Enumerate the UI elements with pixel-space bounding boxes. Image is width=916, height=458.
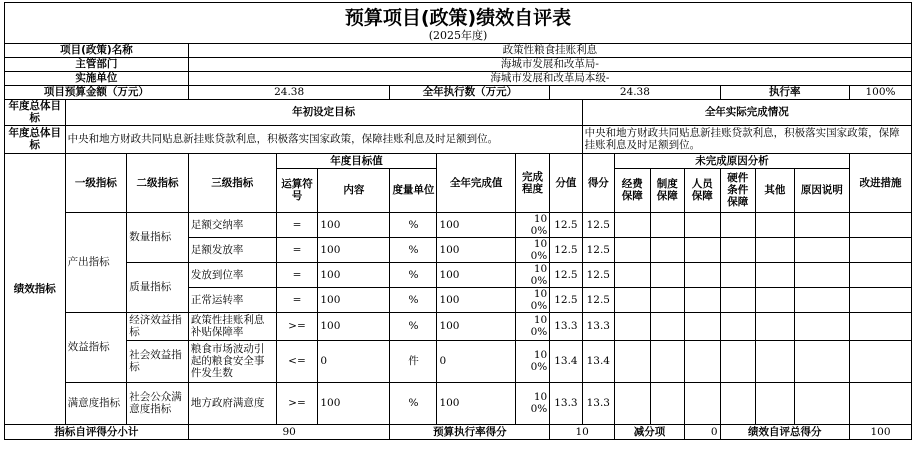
measures-header: 改进措施 bbox=[850, 153, 912, 212]
indicator-score: 13.3 bbox=[582, 382, 614, 424]
indicator-value: 0 bbox=[437, 340, 515, 382]
indicator-op: = bbox=[276, 212, 318, 237]
indicator-unit: % bbox=[390, 312, 437, 340]
unit-header: 度量单位 bbox=[390, 168, 437, 212]
overall-goal-label: 年度总体目标 bbox=[5, 99, 66, 125]
group-satisfaction-l1: 满意度指标 bbox=[65, 382, 127, 424]
indicator-value: 100 bbox=[437, 287, 515, 312]
year-subtitle: (2025年度) bbox=[5, 29, 912, 43]
table-row bbox=[5, 262, 912, 287]
indicator-unit: 件 bbox=[390, 340, 437, 382]
indicator-content: 100 bbox=[318, 212, 390, 237]
page-title: 预算项目(政策)绩效自评表 bbox=[5, 3, 912, 30]
indicator-content: 100 bbox=[318, 382, 390, 424]
indicator-name: 粮食市场波动引起的粮食安全事件发生数 bbox=[188, 340, 276, 382]
overall-goal-label-2: 年度总体目标 bbox=[5, 125, 66, 153]
level3-header: 三级指标 bbox=[188, 153, 276, 212]
indicator-unit: % bbox=[390, 212, 437, 237]
table-row bbox=[5, 382, 912, 424]
group-econ: 经济效益指标 bbox=[127, 312, 189, 340]
indicator-weight: 13.3 bbox=[550, 382, 582, 424]
reason-funding-header: 经费保障 bbox=[615, 168, 651, 212]
indicator-unit: % bbox=[390, 287, 437, 312]
indicator-degree: 100% bbox=[515, 212, 549, 237]
actual-goal-text: 中央和地方财政共同贴息新挂账贷款利息，积极落实国家政策，保障挂账利息及时足额到位。 bbox=[582, 125, 911, 153]
indicator-name: 正常运转率 bbox=[188, 287, 276, 312]
indicator-weight: 12.5 bbox=[550, 212, 582, 237]
actual-value-header: 全年完成值 bbox=[437, 153, 515, 212]
weight-header: 分值 bbox=[550, 153, 582, 212]
indicator-degree: 100% bbox=[515, 312, 549, 340]
subtotal-label: 指标自评得分小计 bbox=[5, 424, 189, 439]
indicator-name: 足额发放率 bbox=[188, 237, 276, 262]
indicator-degree: 100% bbox=[515, 340, 549, 382]
reason-explain-header: 原因说明 bbox=[794, 168, 849, 212]
indicator-degree: 100% bbox=[515, 287, 549, 312]
reason-other-header: 其他 bbox=[756, 168, 795, 212]
indicator-content: 100 bbox=[318, 312, 390, 340]
group-output: 产出指标 bbox=[65, 212, 127, 312]
table-row bbox=[5, 340, 912, 382]
group-satisfaction-l2: 社会公众满意度指标 bbox=[127, 382, 189, 424]
project-name-value: 政策性粮食挂账利息 bbox=[188, 43, 911, 57]
exec-label: 全年执行数（万元） bbox=[390, 85, 550, 99]
rate-value: 100% bbox=[850, 85, 912, 99]
table-row bbox=[5, 312, 912, 340]
group-benefit: 效益指标 bbox=[65, 312, 127, 382]
indicator-weight: 12.5 bbox=[550, 237, 582, 262]
indicator-score: 12.5 bbox=[582, 237, 614, 262]
deduct-value: 0 bbox=[684, 424, 720, 439]
indicator-op: = bbox=[276, 262, 318, 287]
indicator-value: 100 bbox=[437, 237, 515, 262]
indicator-op: >= bbox=[276, 382, 318, 424]
deduct-label: 减分项 bbox=[615, 424, 685, 439]
actual-goal-header: 全年实际完成情况 bbox=[582, 99, 911, 125]
reason-group-header: 未完成原因分析 bbox=[615, 153, 850, 168]
indicator-op: <= bbox=[276, 340, 318, 382]
indicator-weight: 13.3 bbox=[550, 312, 582, 340]
group-quantity: 数量指标 bbox=[127, 212, 189, 262]
indicator-value: 100 bbox=[437, 262, 515, 287]
indicator-degree: 100% bbox=[515, 237, 549, 262]
op-header: 运算符号 bbox=[276, 168, 318, 212]
indicator-content: 100 bbox=[318, 262, 390, 287]
indicator-score: 12.5 bbox=[582, 287, 614, 312]
indicator-degree: 100% bbox=[515, 262, 549, 287]
indicator-name: 地方政府满意度 bbox=[188, 382, 276, 424]
indicator-op: = bbox=[276, 237, 318, 262]
indicator-op: >= bbox=[276, 312, 318, 340]
indicator-value: 100 bbox=[437, 212, 515, 237]
indicator-value: 100 bbox=[437, 382, 515, 424]
indicator-weight: 12.5 bbox=[550, 287, 582, 312]
indicator-content: 100 bbox=[318, 237, 390, 262]
initial-goal-header: 年初设定目标 bbox=[65, 99, 582, 125]
indicator-value: 100 bbox=[437, 312, 515, 340]
exec-value: 24.38 bbox=[550, 85, 720, 99]
indicator-name: 发放到位率 bbox=[188, 262, 276, 287]
total-label: 绩效自评总得分 bbox=[720, 424, 850, 439]
exec-score-label: 预算执行率得分 bbox=[390, 424, 550, 439]
reason-staff-header: 人员保障 bbox=[684, 168, 720, 212]
indicator-weight: 13.4 bbox=[550, 340, 582, 382]
unit-value: 海城市发展和改革局本级- bbox=[188, 71, 911, 85]
group-quality: 质量指标 bbox=[127, 262, 189, 312]
score-header: 得分 bbox=[582, 153, 614, 212]
indicator-degree: 100% bbox=[515, 382, 549, 424]
indicator-op: = bbox=[276, 287, 318, 312]
subtotal-value: 90 bbox=[188, 424, 390, 439]
unit-label: 实施单位 bbox=[5, 71, 189, 85]
indicator-weight: 12.5 bbox=[550, 262, 582, 287]
degree-header: 完成程度 bbox=[515, 153, 549, 212]
evaluation-table bbox=[4, 2, 912, 440]
reason-hardware-header: 硬件条件保障 bbox=[720, 168, 756, 212]
dept-value: 海城市发展和改革局- bbox=[188, 57, 911, 71]
indicator-score: 13.4 bbox=[582, 340, 614, 382]
budget-value: 24.38 bbox=[188, 85, 390, 99]
level2-header: 二级指标 bbox=[127, 153, 189, 212]
indicator-score: 12.5 bbox=[582, 212, 614, 237]
indicator-content: 0 bbox=[318, 340, 390, 382]
indicator-score: 13.3 bbox=[582, 312, 614, 340]
dept-label: 主管部门 bbox=[5, 57, 189, 71]
target-group-header: 年度目标值 bbox=[276, 153, 437, 168]
initial-goal-text: 中央和地方财政共同贴息新挂账贷款利息，积极落实国家政策，保障挂账利息及时足额到位。 bbox=[65, 125, 582, 153]
indicator-name: 政策性挂账利息补贴保障率 bbox=[188, 312, 276, 340]
indicator-name: 足额交纳率 bbox=[188, 212, 276, 237]
budget-label: 项目预算金额（万元） bbox=[5, 85, 189, 99]
level1-header: 一级指标 bbox=[65, 153, 127, 212]
indicator-unit: % bbox=[390, 237, 437, 262]
indicator-unit: % bbox=[390, 262, 437, 287]
indicator-unit: % bbox=[390, 382, 437, 424]
indicator-content: 100 bbox=[318, 287, 390, 312]
group-social: 社会效益指标 bbox=[127, 340, 189, 382]
content-header: 内容 bbox=[318, 168, 390, 212]
rate-label: 执行率 bbox=[720, 85, 850, 99]
total-value: 100 bbox=[850, 424, 912, 439]
evaluation-sheet bbox=[4, 2, 912, 440]
perf-indicator-label: 绩效指标 bbox=[5, 153, 66, 424]
exec-score-value: 10 bbox=[550, 424, 615, 439]
indicator-score: 12.5 bbox=[582, 262, 614, 287]
project-name-label: 项目(政策)名称 bbox=[5, 43, 189, 57]
table-row bbox=[5, 212, 912, 237]
reason-system-header: 制度保障 bbox=[650, 168, 684, 212]
